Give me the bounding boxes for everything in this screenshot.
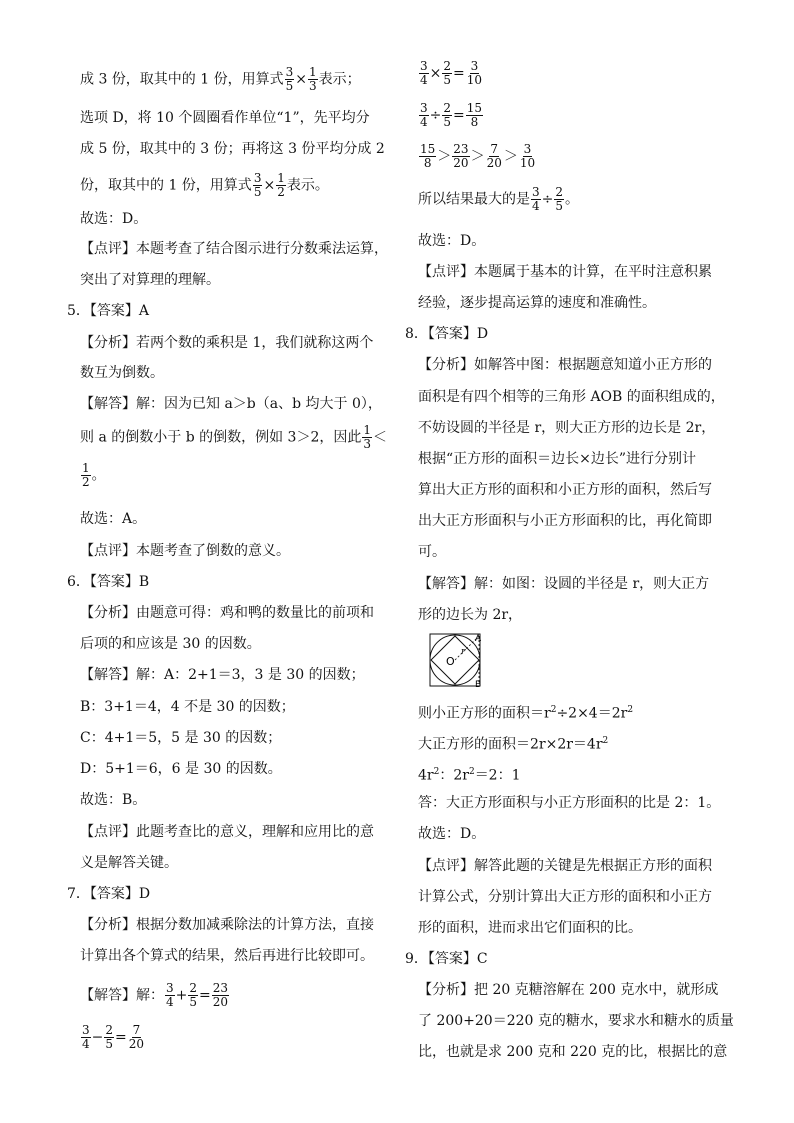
text-line: 比，也就是求 200 克和 220 克的比，根据比的意	[418, 1044, 728, 1060]
text-line: 形的边长为 2r，	[418, 607, 523, 623]
text-line: B：3+1＝4，4 不是 30 的因数；	[80, 699, 295, 715]
text-line: $4r^2$：$2r^2=2$：1	[418, 767, 521, 784]
fraction: $\frac{3}{4}$	[166, 981, 174, 1009]
text-line: 【点评】本题考查了倒数的意义。	[80, 543, 290, 559]
label-b: B	[475, 680, 482, 688]
text-line: 【点评】解答此题的关键是先根据正方形的面积	[418, 858, 712, 874]
fraction: $\frac{1}{3}$	[363, 423, 372, 451]
fraction: $\frac{1}{2}$	[277, 171, 285, 199]
text-line: $\frac{3}{4}$ × $\frac{2}{5}$ = $\frac{3}{10}$	[420, 59, 483, 87]
fraction: $\frac{2}{5}$	[555, 185, 564, 213]
fraction: $\frac{2}{5}$	[443, 101, 452, 129]
text-line: 【分析】若两个数的乘积是 1，我们就称这两个	[80, 335, 374, 351]
text-line: 选项 D，将 10 个圆圈看作单位“1”，先平均分	[80, 110, 370, 126]
label-o: O	[446, 655, 455, 668]
circle-square-figure	[428, 632, 484, 688]
text-line: 【点评】本题属于基本的计算，在平时注意积累	[418, 264, 712, 280]
text-line: 大正方形的面积$=2r\times 2r=4r^2$	[418, 736, 609, 753]
fraction: $\frac{23}{20}$	[453, 142, 469, 170]
text-line: $\frac{3}{4}$ − $\frac{2}{5}$ = $\frac{7}{20}$	[82, 1023, 145, 1051]
fraction: $\frac{15}{8}$	[466, 101, 483, 129]
fraction: $\frac{3}{4}$	[532, 185, 540, 213]
text-line: 出大正方形面积与小正方形面积的比，再化简即	[418, 513, 712, 529]
text-line: 【点评】本题考查了结合图示进行分数乘法运算，	[80, 241, 388, 257]
text-line: 故选：A。	[80, 511, 147, 527]
fraction: $\frac{3}{4}$	[420, 101, 428, 129]
text-line: 义是解答关键。	[80, 855, 178, 871]
text-line: 了 200+20＝220 克的糖水，要求水和糖水的质量	[418, 1013, 734, 1029]
text-line: 成 5 份，取其中的 3 份；再将这 3 份平均分成 2	[80, 141, 385, 157]
text-line: 答：大正方形面积与小正方形面积的比是 2：1。	[418, 795, 721, 811]
text-line: 可。	[418, 544, 446, 560]
fraction: $\frac{3}{4}$	[82, 1023, 90, 1051]
label-a: A	[475, 634, 482, 644]
text-line: 【解答】解：因为已知 a＞b（a、b 均大于 0），	[80, 396, 382, 412]
text-line: 【分析】如解答中图：根据题意知道小正方形的	[418, 357, 712, 373]
text-line: 【解答】解： $\frac{3}{4}$ + $\frac{2}{5}$ = $\frac{23}{20}$	[80, 981, 229, 1009]
text-line: 不妨设圆的半径是 r，则大正方形的边长是 2r，	[418, 420, 716, 436]
fraction: $\frac{7}{20}$	[128, 1023, 145, 1051]
fraction: $\frac{1}{3}$	[309, 65, 317, 93]
text-line: 【点评】此题考查比的意义，理解和应用比的意	[80, 824, 374, 840]
text-line: $\frac{15}{8}$ ＞ $\frac{23}{20}$ ＞ $\frac{7}{20}$ ＞ $\frac{3}{10}$	[420, 142, 536, 170]
text-line: 后项的和应该是 30 的因数。	[80, 636, 261, 652]
text-line: D：5+1＝6，6 是 30 的因数。	[80, 761, 282, 777]
label-r: r	[461, 647, 466, 657]
fraction: $\frac{3}{10}$	[519, 142, 536, 170]
answer-heading: 6．【答案】B	[67, 574, 150, 590]
text-line: 【解答】解：如图：设圆的半径是 r，则大正方	[418, 576, 710, 592]
text-line: 故选：D。	[80, 211, 148, 227]
text-line: C：4+1＝5，5 是 30 的因数；	[80, 730, 282, 746]
fraction: $\frac{23}{20}$	[212, 981, 229, 1009]
text-line: $\frac{3}{4}$ ÷ $\frac{2}{5}$ = $\frac{15}{8}$	[420, 101, 483, 129]
fraction: $\frac{2}{5}$	[105, 1023, 114, 1051]
text-line: 故选：B。	[80, 792, 147, 808]
text-line: 算出大正方形的面积和小正方形的面积，然后写	[418, 482, 712, 498]
answer-heading: 5．【答案】A	[67, 303, 150, 319]
text-line: 故选：D。	[418, 826, 486, 842]
text-line: 【分析】根据分数加减乘除法的计算方法，直接	[80, 917, 374, 933]
text-line: 突出了对算理的理解。	[80, 272, 220, 288]
text-line: 所以结果最大的是 $\frac{3}{4}$ ÷ $\frac{2}{5}$ 。	[418, 185, 580, 213]
text-line: 则小正方形的面积$=r^2\div 2\times 4=2r^2$	[418, 705, 634, 722]
fraction: $\frac{15}{8}$	[420, 142, 436, 170]
text-line: 份，取其中的 1 份，用算式 $\frac{3}{5}$ × $\frac{1}{2}$ 表示。	[80, 171, 329, 199]
text-line: 【分析】由题意可得：鸡和鸭的数量比的前项和	[80, 605, 374, 621]
fraction: $\frac{7}{20}$	[486, 142, 502, 170]
text-line: 【分析】把 20 克糖溶解在 200 克水中，就形成	[418, 982, 719, 998]
fraction: $\frac{1}{2}$	[82, 461, 90, 489]
text-line: $\frac{1}{2}$ 。	[82, 461, 106, 489]
fraction: $\frac{2}{5}$	[443, 59, 452, 87]
answer-heading: 9．【答案】C	[405, 951, 488, 967]
answer-heading: 7．【答案】D	[67, 886, 151, 902]
text-line: 故选：D。	[418, 233, 486, 249]
text-line: 计算出各个算式的结果，然后再进行比较即可。	[80, 948, 374, 964]
answer-heading: 8．【答案】D	[405, 326, 489, 342]
fraction: $\frac{3}{5}$	[253, 171, 262, 199]
text-line: 则 a 的倒数小于 b 的倒数，例如 3＞2，因此 $\frac{1}{3}$ ＜	[80, 423, 388, 451]
text-line: 成 3 份，取其中的 1 份，用算式 $\frac{3}{5}$ × $\frac{1}{3}$ 表示；	[80, 65, 361, 93]
text-line: 计算公式，分别计算出大正方形的面积和小正方	[418, 889, 712, 905]
text-line: 根据“正方形的面积＝边长×边长”进行分别计	[418, 451, 697, 467]
text-line: 数互为倒数。	[80, 365, 164, 381]
text-line: 【解答】解：A：2+1＝3，3 是 30 的因数；	[80, 667, 365, 683]
fraction: $\frac{3}{10}$	[466, 59, 483, 87]
fraction: $\frac{3}{4}$	[420, 59, 428, 87]
text-line: 经验，逐步提高运算的速度和准确性。	[418, 295, 656, 311]
text-line: 面积是有四个相等的三角形 AOB 的面积组成的，	[418, 389, 725, 405]
text-line: 形的面积，进而求出它们面积的比。	[418, 920, 642, 936]
fraction: $\frac{3}{5}$	[285, 65, 294, 93]
fraction: $\frac{2}{5}$	[189, 981, 198, 1009]
